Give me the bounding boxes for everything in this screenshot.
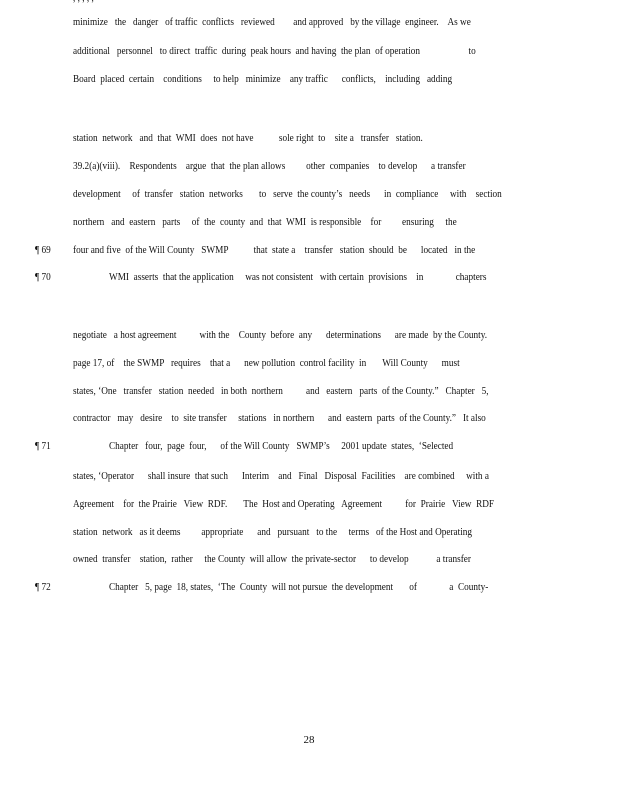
paragraph-number: ¶ 72 [35,582,51,593]
text-line: station network and that WMI does not have sole right to site a transfer station. [73,133,423,144]
text-line: Chapter four, page four, of the Will County SWMP’s 2001 update states, ‘Selected [109,441,454,452]
text-line: Chapter 5, page 18, states, ‘The County will not pursue the development of a County- [109,582,489,593]
text-line: station network as it deems appropriate and pursuant to the terms of the Host and Operating [73,527,473,538]
paragraph-number: ¶ 71 [35,441,51,452]
text-line: Board placed certain conditions to help minimize any traffic conflicts, including adding [73,74,453,85]
text-line: development of transfer station networks to serve the county’s needs in compliance with section [73,189,502,200]
text-line: additional personnel to direct traffic during peak hours and having the plan of operation to [73,46,476,57]
paragraph-number: ¶ 70 [35,272,51,283]
text-line: four and five of the Will County SWMP that state a transfer station should be located in the [73,245,476,256]
text-line: Agreement for the Prairie View RDF. The Host and Operating Agreement for Prairie View RDF [73,499,495,510]
page-number: 28 [303,734,315,746]
text-line: negotiate a host agreement with the County before any determinations are made by the County. [73,330,488,341]
text-line: contractor may desire to site transfer stations in northern and eastern parts of the County.” It also [73,413,486,424]
text-line: minimize the danger of traffic conflicts reviewed and approved by the village engineer. As we [73,17,471,28]
text-line: states, ‘One transfer station needed in both northern and eastern parts of the County.” Chapter 5, [73,386,489,397]
text-line: northern and eastern parts of the county and that WMI is responsible for ensuring the [73,217,457,228]
text-line: owned transfer station, rather the County will allow the private-sector to develop a transfer [73,554,471,565]
top-cut-line [73,0,487,6]
text-line: page 17, of the SWMP requires that a new pollution control facility in Will County must [73,358,460,369]
text-line: 39.2(a)(viii). Respondents argue that the plan allows other companies to develop a transfer [73,161,466,172]
text-line: WMI asserts that the application was not consistent with certain provisions in chapters [109,272,487,283]
text-line: states, ‘Operator shall insure that such Interim and Final Disposal Facilities are combined with a [73,471,489,482]
paragraph-number: ¶ 69 [35,245,51,256]
